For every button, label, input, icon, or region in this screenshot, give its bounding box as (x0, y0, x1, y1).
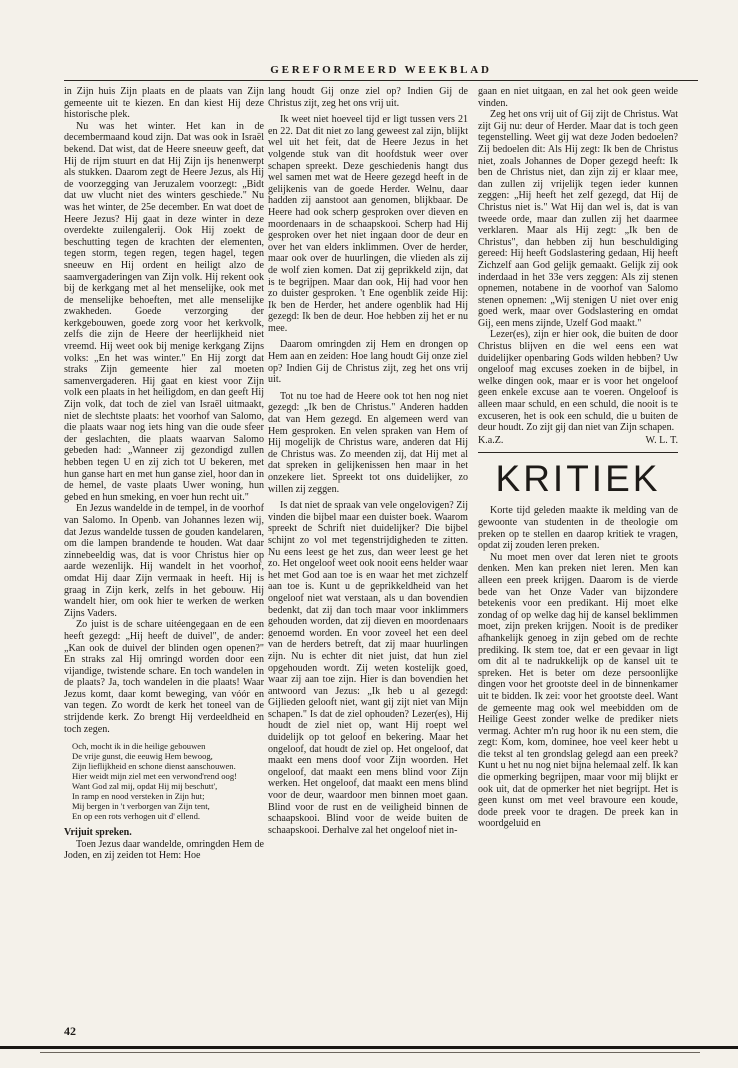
column-2 (268, 86, 468, 836)
signature-left: K.a.Z. (478, 434, 504, 446)
section-divider (478, 452, 678, 453)
paragraph: Nu was het winter. Het kan in de decembermaand koud zijn. Dat was ook in Israël bekend. Dat wist, dat de Heere sneeuw geeft, dat Hij de rijm stuurt en dat Hij Zijn ijs henenwerpt als stukken. Daarom zegt de Heere Jezus, als Hij de voorzegging van Jeruzalem voorzegt: „Bidt dat uw vlucht niet des winters geschiede." Nu was het winter, de 25e december. En wat doet de Heere Jezus? Hij gaat in deze winter in deze overdekte zuilengalerij. Ook Hij zoekt de beschutting tegen de krachten der elementen, tegen storm, tegen regen, tegen hagel, tegen sneeuw en Hij ordent en heiligt alzo de saamvergaderingen van Zijn volk. Hij rekent ook bij de kerkgang met al het menselijke, ook met de menselijke behoeften, met alle menselijke zwakheden. Goede verzorging der kerkgebouwen, goede zorg voor het kerkvolk, zelfs die zijn de Heere der heerlijkheid niet vreemd. Hij weet ook bij menige kerkgang Zijns volks: „En het was winter." En Hij zorgt dat straks Zijn gemeente hier zal moeten samenvergaderen. Hij gaat en kiest voor Zijn volk een plaats in het heiligdom, en dan geeft Hij Zijn volk, dat toch de ziel van Israël uitmaakt, niet de slechtste plaats: het voorhof van Salomo, die plaats waar nog iets hing van die oude sfeer der geslachten, die plaats waarvan Salomo gebeden had: „Wanneer zij gezondigd zullen hebben tegen U en zij zich tot U bekeren, met hun ganse hart en met hun ganse ziel, hoor dan in de hemel, de vaste plaats Uwer woning, hun gebed en hun smeking, en voer hun recht uit." (64, 120, 264, 503)
poem-line: In ramp en nood versteken in Zijn hut; (72, 791, 205, 802)
paragraph: Is dat niet de spraak van vele ongelovigen? Zij vinden die bijbel maar een duister boek. Waarom spreekt de Schrift niet duidelijker? Die bijbel schijnt zo vol met tegenstrijdigheden te zitten. Nu eens leest ge het zus, dan weer leest ge het zo. Het ongeloof weet ook nooit eens helder waar het met God aan toe is en waar het met zichzelf aan toe is. Kunt u de geprikkeldheid van het ongeloof niet wat verstaan, als u dan bovendien bedenkt, dat zij dan toch maar voor inklimmers gehouden worden, dat zij dieven en moordenaars genoemd worden. En voor zoveel het een deel van de herders betreft, dat zij maar huurlingen zijn. Nu is echter dit niet juist, dat hun ziel opgehouden wordt. Zij weten kostelijk goed, waar zij aan toe zijn. Hier is dan bovendien het antwoord van Jezus: „Ik heb u al gezegd: Gijlieden gelooft niet, want gij zijt niet van Mijn schapen." Is dat de ziel ophouden? Lezer(es), Hij houdt de ziel niet op, want Hij roept wel duidelijk op tot geloof en bekering. Maar het ongeloof, dat houdt de ziel op. Het ongeloof, dat maakt een mens doof voor Zijn woorden. Het ongeloof, dat maakt een mens blind voor Zijn werken. Het ongeloof, dat maakt een mens blind voor de deur, waardoor men binnen moet gaan. Blind voor de rust en de veiligheid binnen de schaapskooi. Blind voor de weide buiten de schaapskooi. Derhalve zal het ongeloof niet in- (268, 500, 468, 836)
poem-line: Och, mocht ik in die heilige gebouwen (72, 741, 206, 752)
paragraph: Daarom omringden zij Hem en drongen op Hem aan en zeiden: Hoe lang houdt Gij onze ziel op? Indien Gij de Christus zijt, zeg het ons vrij uit. (268, 339, 468, 386)
footer-rule (0, 1046, 738, 1049)
paragraph: Korte tijd geleden maakte ik melding van de gewoonte van studenten in de theologie om preken op te stellen en daarop kritiek te vragen, opdat zij zouden leren preken. (478, 505, 678, 552)
paragraph: Zo juist is de schare uitéengegaan en de een heeft gezegd: „Hij heeft de duivel", de ander: „Kan ook de duivel der blinden ogen openen?" En straks zal Hij omringd worden door een vijandige, twistende schare. En toch wandelen in de plaats? Ja, toch wandelen in die plaats! Waar Jezus komt, daar komt beweging, van vóór en van tegen. Zo wordt de kerk het toneel van de strijdende kerk. Zo brengt Hij verdeeldheid en toch zegen. (64, 619, 264, 735)
poem-line: Hier weidt mijn ziel met een verwond'rend oog! (72, 771, 238, 782)
paragraph: En Jezus wandelde in de tempel, in de voorhof van Salomo. In Openb. van Johannes lezen wij, dat Jezus wandelde tussen de gouden kandelaren, om die lampen brandende te houden. Wat daar zinnebeeldig was, dat is voor Christus hier op aarde wezenlijk. Hij wandelt in het voorhof, omdat Hij daar Zijn vermaak in heeft. Hij is graag in Zijn kerk, zelfs in het gebouw. Hij wandelt hier, om ook hier te werken de werken Zijns Vaders. (64, 503, 264, 619)
poem-line: En op een rots verhogen uit d' ellend. (72, 811, 201, 822)
psalm-verse (72, 741, 264, 821)
article-signature (478, 435, 678, 447)
section-subheading: Vrijuit spreken. (64, 827, 132, 839)
paragraph: lang houdt Gij onze ziel op? Indien Gij de Christus zijt, zeg het ons vrij uit. (268, 86, 468, 109)
column-3 (478, 86, 678, 830)
page-number: 42 (64, 1024, 76, 1038)
paragraph: Toen Jezus daar wandelde, omringden Hem de Joden, en zij zeiden tot Hem: Hoe (64, 838, 264, 862)
poem-line: Mij bergen in 't verborgen van Zijn tent, (72, 801, 210, 812)
column-1 (64, 86, 264, 862)
header-rule (64, 80, 698, 81)
footer-rule-thin (40, 1052, 700, 1053)
masthead-title: GEREFORMEERD WEEKBLAD (270, 64, 492, 76)
poem-line: Want God zal mij, opdat Hij mij beschutt', (72, 781, 218, 792)
paragraph: gaan en niet uitgaan, en zal het ook geen weide vinden. (478, 86, 678, 109)
paragraph: Ik weet niet hoeveel tijd er ligt tussen vers 21 en 22. Dat dit niet zo lang geweest zal zijn, blijkt wel uit het feit, dat de Heere Jezus in het volgende stuk van dit hoofdstuk weer over schapen spreekt. Deze geschiedenis hangt dus wel samen met wat de Heere gezegd heeft in de gelijkenis van de goede Herder. Welnu, daar hadden zij aanstoot aan genomen, blijkbaar. De Heere had ook scherp gesproken over dieven en moordenaars in de schaapskooi. Scherp had Hij gesproken over het niet ingaan door de deur en over het van elders inklimmen. Over de herder, maar ook over de huurlingen, die vlieden als zij de wolf zien komen. Dat zij geprikkeld zijn, dat is te begrijpen. Maar dan ook, Hij had voor hen zo duister gesproken. 't Ene ogenblik zeide Hij: Ik ben de Herder, het andere ogenblik had Hij gezegd: Ik ben de deur. Hoe hebben zij het er nu mee. (268, 114, 468, 334)
paragraph: in Zijn huis Zijn plaats en de plaats van Zijn gemeente uit te kiezen. En dan kiest Hij deze historische plek. (64, 86, 264, 121)
poem-line: De vrije gunst, die eeuwig Hem bewoog, (72, 751, 213, 762)
poem-line: Zijn lieflijkheid en schone dienst aanschouwen. (72, 761, 236, 772)
paragraph: Zeg het ons vrij uit of Gij zijt de Christus. Wat zijt Gij nu: deur of Herder. Maar dat is toch geen tegenstelling. Weet gij wat deze Joden bedoelen? Zij bedoelen dit: Als Hij zegt: Ik ben de Christus niet, zoals Johannes de Doper gezegd heeft: Ik ben de Christus niet, dan zijn zij er klaar mee, dan zullen zij vrijelijk tegen ieder kunnen zeggen: „Hij heeft het zelf gezegd, dat Hij de Christus niet is." Wat Hij dan wel is, dat is van tweede orde, maar dan zullen zij het daarmee verklaren. Maar als Hij zegt: „Ik ben de Christus", dan hebben zij hun beschuldiging gereed: Hij heeft Godslastering gedaan, Hij heeft Zichzelf aan God gelijk gemaakt. Gelijk zij ook inderdaad in het 33e vers zeggen: Als zij stenen opnemen, notabene in de voorhof van Salomo stenen opnemen: „Wij stenigen U niet over enig goed werk, maar over Godslastering en omdat Gij, een mens zijnde, Uzelf God maakt." (478, 109, 678, 329)
paragraph: Tot nu toe had de Heere ook tot hen nog niet gezegd: „Ik ben de Christus." Anderen hadden dat van Hem gezegd. En algemeen werd van Hem gesproken. En velen spraken van Hem of Hij mogelijk de Christus ware, anderen dat Hij de Christus was. Zo meenden zij, dat Hij met al dat spreken in gelijkenissen hen maar in het onzekere liet. Spreekt tot ons duidelijker, zo willen zij zeggen. (268, 390, 468, 495)
paragraph: Nu moet men over dat leren niet te groots denken. Men kan preken niet leren. Men kan alleen een preek krijgen. Daarom is de vierde bede van het Onze Vader van bijzondere betekenis voor een predikant. Hij moet elke zondag of op welke dag hij de kansel beklimmen moet, zijn preken krijgen. Nooit is de prediker afhankelijk genoeg in zijn gebed om de rechte prediking. Ik stem toe, dat er een gevaar in ligt om dit al te nadrukkelijk op de kansel uit te spreken. Het is beter om deze persoonlijke dingen voor het grootste deel in de binnenkamer uit te bidden. Ik zei: voor het grootste deel. Want de gemeente mag ook wel meebidden om de Heilige Geest zonder welke de prediker niets vermag. Achter m'n rug hoor ik nu een stem, die zegt: Kom, kom, dominee, hoe veel keer hebt u die tekst al ten grondslag gelegd aan een preek? Kunt u het nu nog niet bijna helemaal zelf. Ik kan die opmerking begrijpen, maar voor mij blijkt er ook uit, dat de opmerker het niet begrijpt. Het is geen kunst om met veel bravoure een koude, dode preek voor te dragen. De preek kan in woordgeluid en (478, 551, 678, 830)
paragraph: Lezer(es), zijn er hier ook, die buiten de door Christus blijven en die wel eens een wat duidelijker openbaring Gods wilden hebben? Uw ongeloof mag excuses zoeken in de bijbel, in welke dingen ook, maar er is voor het ongeloof geen enkele excuse aan te voeren. Ongeloof is alleen maar schuld, en een schuld, die nooit is te excuseren, het is ook een schuld, die u buiten de deur houdt. Zo zijt gij dan niet van Zijn schapen. (478, 329, 678, 434)
kritiek-heading: KRITIEK (495, 458, 661, 500)
signature-right: W. L. T. (645, 434, 678, 446)
